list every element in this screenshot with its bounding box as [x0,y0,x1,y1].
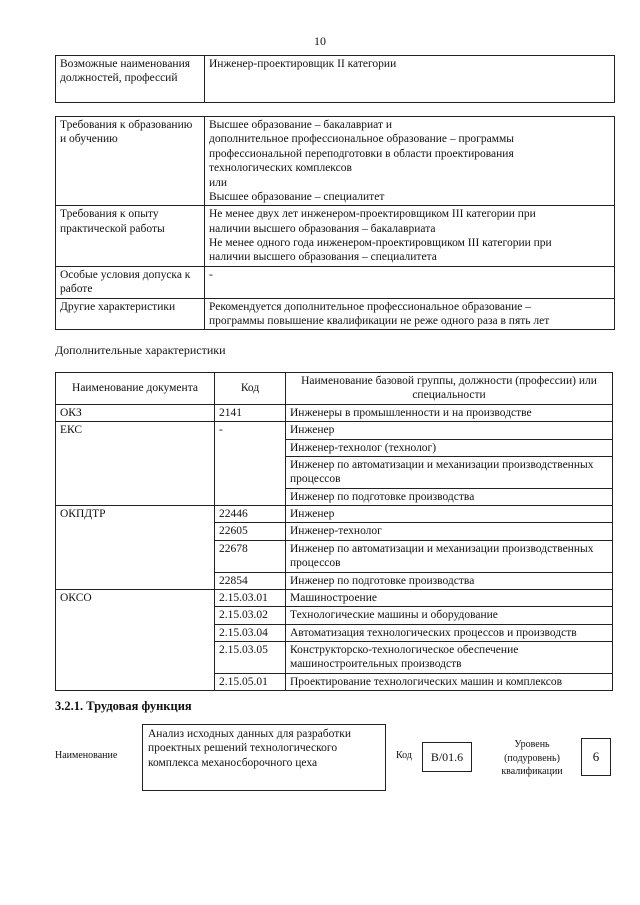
column-header: Наименование базовой группы, должности (профессии) или специальности [286,373,613,405]
position-table [55,55,615,103]
table-header-row [56,373,613,405]
group-name-cell: Инженер-технолог [286,523,613,540]
document-name-cell: ЕКС [56,422,215,506]
labor-function-heading: 3.2.1. Трудовая функция [55,699,192,713]
extra-section-title: Дополнительные характеристики [55,343,226,357]
requirement-row [56,298,615,330]
table-row [56,589,613,606]
table-row [56,506,613,523]
group-name-cell: Машиностроение [286,589,613,606]
code-cell: 22854 [215,572,286,589]
name-label: Наименование [55,750,118,761]
requirements-table [55,116,615,330]
code-cell: 2.15.03.01 [215,589,286,606]
group-name-cell: Инженер по автоматизации и механизации производственных процессов [286,540,613,572]
requirement-label: Требования к опыту практической работы [56,206,205,267]
group-name-cell: Инженер [286,506,613,523]
code-cell: 22605 [215,523,286,540]
group-name-cell: Технологические машины и оборудование [286,607,613,624]
document-name-cell: ОКЗ [56,404,215,421]
column-header: Наименование документа [56,373,215,405]
qualification-level-label: Уровень (подуровень) квалификации [501,739,563,777]
position-label: Возможные наименования должностей, профессий [56,56,205,103]
group-name-cell: Инженер по подготовке производства [286,488,613,505]
requirement-value: - [205,266,615,298]
table-row [56,404,613,421]
group-name-cell: Конструкторско-технологическое обеспечение машиностроительных производств [286,642,613,674]
group-name-cell: Инженер [286,422,613,439]
code-cell: 2.15.03.05 [215,642,286,674]
code-cell: 22446 [215,506,286,523]
requirement-label: Требования к образованию и обучению [56,117,205,206]
table-row [56,422,613,439]
group-name-cell: Проектирование технологических машин и комплексов [286,673,613,690]
group-name-cell: Автоматизация технологических процессов и производств [286,624,613,641]
requirement-label: Особые условия допуска к работе [56,266,205,298]
requirement-row [56,266,615,298]
document-name-cell: ОКПДТР [56,506,215,590]
group-name-cell: Инженер-технолог (технолог) [286,439,613,456]
extra-characteristics-table [55,372,613,691]
code-cell: 2.15.05.01 [215,673,286,690]
requirement-value: Рекомендуется дополнительное профессиональное образование – программы повышение квалификации не реже одного раза в пять лет [205,298,615,330]
column-header: Код [215,373,286,405]
code-label: Код [396,750,412,761]
code-cell: 2.15.03.02 [215,607,286,624]
code-cell: 22678 [215,540,286,572]
requirement-row [56,206,615,267]
requirement-value: Не менее двух лет инженером-проектировщиком III категории при наличии высшего образования – бакалавриата Не менее одного года инженером-проектировщиком III категории при наличии высшего образования – специалитета [205,206,615,267]
document-name-cell: ОКСО [56,589,215,690]
position-value: Инженер-проектировщик II категории [205,56,615,103]
code-cell: - [215,422,286,506]
labor-function-code: B/01.6 [422,742,472,772]
code-cell: 2.15.03.04 [215,624,286,641]
requirement-row [56,117,615,206]
qualification-level-value: 6 [581,738,611,776]
requirement-value: Высшее образование – бакалавриат и дополнительное профессиональное образование – программы профессиональной переподготовки в области проектирования технологических комплексов или Высшее образование – специалитет [205,117,615,206]
labor-function-name: Анализ исходных данных для разработки проектных решений технологического комплекса механосборочного цеха [142,724,386,791]
group-name-cell: Инженер по автоматизации и механизации производственных процессов [286,456,613,488]
group-name-cell: Инженер по подготовке производства [286,572,613,589]
page-number: 10 [314,34,326,48]
group-name-cell: Инженеры в промышленности и на производстве [286,404,613,421]
code-cell: 2141 [215,404,286,421]
requirement-label: Другие характеристики [56,298,205,330]
